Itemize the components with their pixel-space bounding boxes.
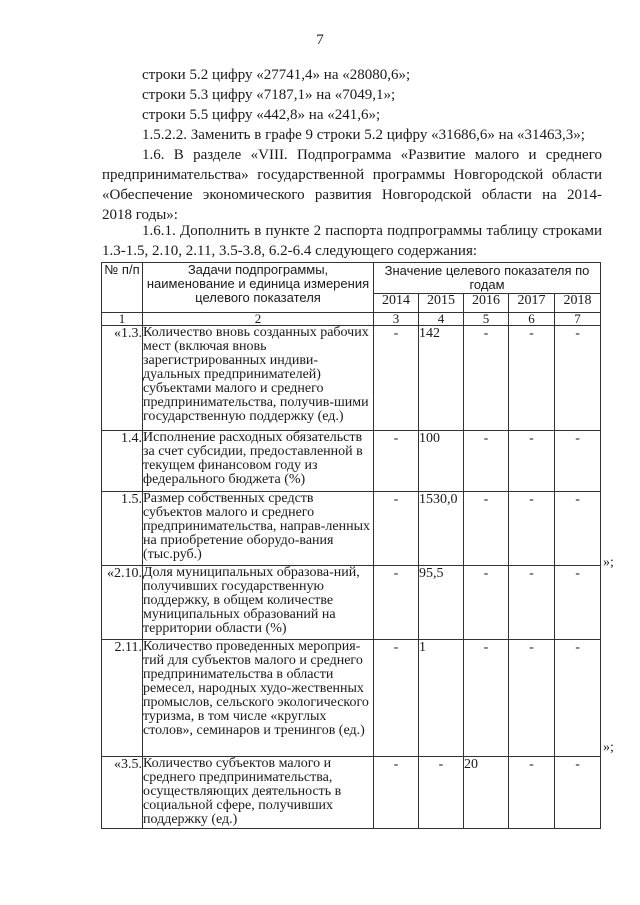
row-value-2016: - [464,640,509,757]
row-value-2014: - [374,431,419,492]
row-task: Размер собственных средств субъектов малого и среднего предпринимательства, направ-ленных на приобретение оборудо-вания (тыс.руб.) [143,492,374,566]
table-row [102,640,601,757]
header-number: № п/п [102,263,143,313]
row-value-2014: - [374,566,419,640]
row-value-2016: - [464,492,509,566]
instruction-line-2: 1.3-1.5, 2.10, 2.11, 3.5-3.8, 6.2-6.4 следующего содержания: [102,243,478,259]
row-value-2014: - [374,326,419,431]
row-value-2018: - [555,640,601,757]
row-value-2018: - [555,757,601,829]
row-value-2017: - [509,431,555,492]
row-value-2016: - [464,431,509,492]
row-value-2014: - [374,757,419,829]
row-task: Количество проведенных мероприя-тий для субъектов малого и среднего предпринимательства в области ремесел, народных худо-жественных промыслов, сельского экологического туризма, в том числе «круглых столов», семинаров и тренингов (ед.) [143,640,374,757]
header-year-2014: 2014 [374,294,419,313]
column-number: 1 [102,313,143,326]
goals-table [101,262,601,829]
header-values: Значение целевого показателя по годам [374,263,601,294]
text-line-2: строки 5.3 цифру «7187,1» на «7049,1»; [142,87,396,103]
row-value-2015: 100 [419,431,464,492]
header-year-2017: 2017 [509,294,555,313]
row-value-2017: - [509,326,555,431]
row-value-2015: 1530,0 [419,492,464,566]
column-number: 2 [143,313,374,326]
row-number: 1.4. [102,431,143,492]
instruction-line-1: 1.6.1. Дополнить в пункте 2 паспорта подпрограммы таблицу строками [142,223,602,239]
section-heading-line-3: «Обеспечение экономического развития Новгородской области на 2014- [102,187,602,203]
row-task: Исполнение расходных обязательств за счет субсидии, предоставленной в текущем финансовом году из федерального бюджета (%) [143,431,374,492]
header-year-2018: 2018 [555,294,601,313]
column-number: 7 [555,313,601,326]
row-value-2017: - [509,640,555,757]
table-row [102,492,601,566]
text-line-4: 1.5.2.2. Заменить в графе 9 строки 5.2 цифру «31686,6» на «31463,3»; [142,127,585,143]
row-value-2015: 142 [419,326,464,431]
table-row [102,431,601,492]
closing-quote-mark: »; [603,555,614,570]
text-line-3: строки 5.5 цифру «442,8» на «241,6»; [142,107,381,123]
row-number: «3.5. [102,757,143,829]
section-heading-line-4: 2018 годы»: [102,207,178,223]
header-year-2015: 2015 [419,294,464,313]
row-number: 2.11. [102,640,143,757]
row-value-2018: - [555,566,601,640]
table-row [102,566,601,640]
header-year-2016: 2016 [464,294,509,313]
row-task: Доля муниципальных образова-ний, получивших государственную поддержку, в общем количестве муниципальных образований на территории области (%) [143,566,374,640]
row-value-2015: 1 [419,640,464,757]
row-task: Количество вновь созданных рабочих мест (включая вновь зарегистрированных индиви-дуальных предпринимателей) субъектами малого и среднего предпринимательства, получив-шими государственную поддержку (ед.) [143,326,374,431]
column-number: 5 [464,313,509,326]
row-value-2017: - [509,492,555,566]
row-value-2017: - [509,757,555,829]
column-numbers-row [102,313,601,326]
row-value-2018: - [555,326,601,431]
row-value-2018: - [555,492,601,566]
row-number: «2.10. [102,566,143,640]
row-task: Количество субъектов малого и среднего предпринимательства, осуществляющих деятельность в социальной сфере, получивших поддержку (ед.) [143,757,374,829]
column-number: 6 [509,313,555,326]
row-number: 1.5. [102,492,143,566]
column-number: 3 [374,313,419,326]
row-value-2014: - [374,492,419,566]
table-row [102,757,601,829]
row-value-2016: - [464,566,509,640]
row-number: «1.3. [102,326,143,431]
row-value-2016: - [464,326,509,431]
row-value-2016: 20 [464,757,509,829]
header-task: Задачи подпрограммы, наименование и единица измерения целевого показателя [143,263,374,313]
row-value-2018: - [555,431,601,492]
row-value-2017: - [509,566,555,640]
table-row [102,326,601,431]
row-value-2015: - [419,757,464,829]
section-heading-line-2: предпринимательства» государственной программы Новгородской области [102,167,602,183]
section-heading-line-1: 1.6. В разделе «VIII. Подпрограмма «Развитие малого и среднего [142,147,602,163]
text-line-1: строки 5.2 цифру «27741,4» на «28080,6»; [142,67,411,83]
closing-quote-mark: »; [603,740,614,755]
column-number: 4 [419,313,464,326]
row-value-2014: - [374,640,419,757]
row-value-2015: 95,5 [419,566,464,640]
page-number: 7 [316,32,324,48]
